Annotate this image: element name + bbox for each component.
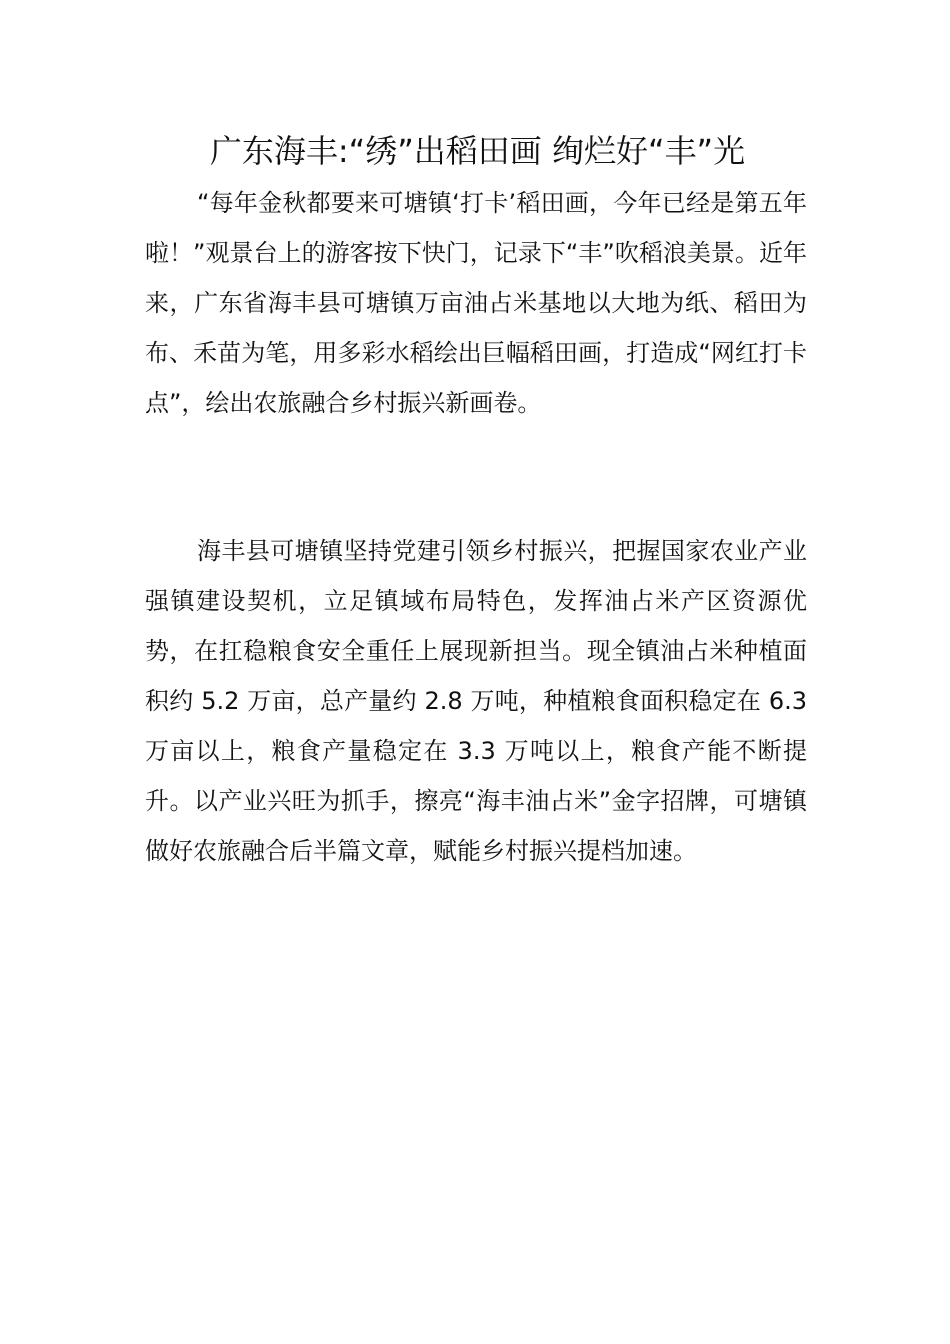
document-title: 广东海丰:“绣”出稻田画 绚烂好“丰”光 (209, 132, 746, 170)
paragraph-1: “每年金秋都要来可塘镇‘打卡’稻田画，今年已经是第五年啦！”观景台上的游客按下快门，记录下“丰”吹稻浪美景。近年来，广东省海丰县可塘镇万亩油占米基地以大地为纸、稻田为布、禾苗为笔，用多彩水稻绘出巨幅稻田画，打造成“网红打卡点”，绘出农旅融合乡村振兴新画卷。 (145, 189, 807, 417)
paragraph-2: 海丰县可塘镇坚持党建引领乡村振兴，把握国家农业产业强镇建设契机，立足镇域布局特色，发挥油占米产区资源优势，在扛稳粮食安全重任上展现新担当。现全镇油占米种植面积约 5.2 万亩，总产量约 2.8 万吨，种植粮食面积稳定在 6.3 万亩以上，粮食产量稳定在 3.3 万吨以上，粮食产能不断提升。以产业兴旺为抓手，擦亮“海丰油占米”金字招牌，可塘镇做好农旅融合后半篇文章，赋能乡村振兴提档加速。 (145, 537, 807, 865)
